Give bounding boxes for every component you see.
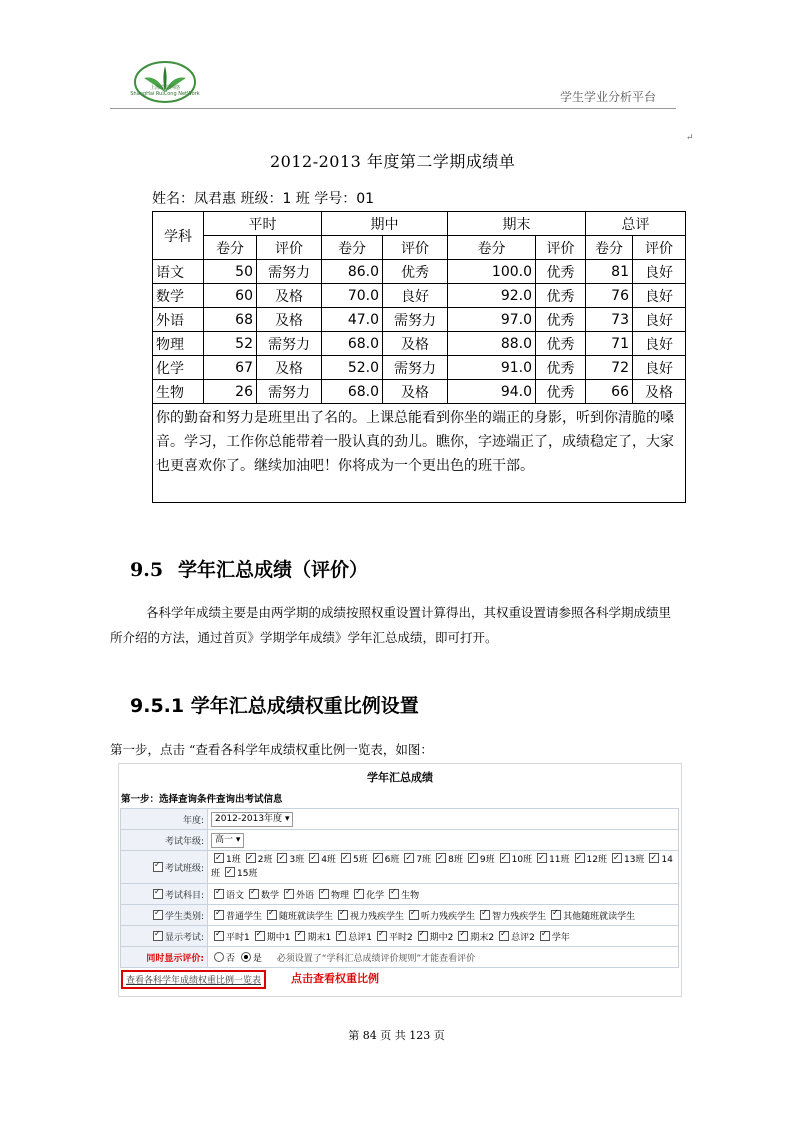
class-option-label: 13班 [623, 855, 645, 865]
subject-option-label: 语文 [226, 890, 245, 901]
score-cell: 需努力 [383, 308, 448, 332]
teacher-comment: 你的勤奋和努力是班里出了名的。上课总能看到你坐的端正的身影，听到你清脆的嗓音。学习，工作你总能带着一股认真的劲儿。瞧你，字迹端正了，成绩稳定了，大家也更喜欢你了。继续加油吧！你将成为一个更出色的班干部。 [153, 404, 686, 503]
exam-option-label: 总评1 [348, 932, 372, 943]
subject-option-checkbox[interactable] [284, 889, 294, 899]
score-cell: 81 [586, 260, 633, 284]
table-header-row [153, 212, 686, 236]
score-cell: 76 [586, 284, 633, 308]
score-cell: 及格 [257, 308, 322, 332]
table-body [153, 260, 686, 404]
exam-option-checkbox[interactable] [458, 931, 468, 941]
eval-yes-label: 是 [252, 953, 262, 964]
class-option-label: 9班 [479, 855, 495, 865]
score-cell: 良好 [633, 332, 686, 356]
weights-hint-annotation: 点击查看权重比例 [291, 972, 379, 985]
subject-option-checkbox[interactable] [389, 889, 399, 899]
score-cell: 50 [204, 260, 257, 284]
subject-option-label: 化学 [366, 890, 385, 901]
subheader-cell: 卷分 [586, 236, 633, 260]
score-cell: 60 [204, 284, 257, 308]
student-type-option-checkbox[interactable] [551, 910, 561, 920]
section-heading-9-5-1: 9.5.1 学年汇总成绩权重比例设置 [130, 695, 419, 717]
subject-option-checkbox[interactable] [249, 889, 259, 899]
score-cell: 优秀 [536, 284, 586, 308]
subject-option-label: 外语 [296, 890, 315, 901]
header-usual: 平时 [204, 212, 322, 236]
score-cell: 72 [586, 356, 633, 380]
class-option-checkbox[interactable] [537, 853, 547, 863]
eval-note: 必须设置了“学科汇总成绩评价规则”才能查看评价 [276, 953, 476, 964]
form-title: 学年汇总成绩 [367, 771, 433, 784]
score-cell: 47.0 [322, 308, 383, 332]
subject-options [208, 884, 679, 905]
section-number: 9.5 [130, 559, 164, 581]
student-type-label: 学生类别: [164, 911, 204, 922]
chevron-down-icon: ▾ [235, 834, 241, 845]
subheader-cell: 卷分 [448, 236, 536, 260]
score-cell: 及格 [383, 332, 448, 356]
exam-option-label: 期中2 [429, 932, 454, 943]
score-cell: 及格 [383, 380, 448, 404]
subject-cell: 外语 [153, 308, 204, 332]
score-cell: 需努力 [383, 356, 448, 380]
score-cell: 优秀 [536, 260, 586, 284]
class-label: 考试班级: [164, 863, 204, 874]
student-type-option-label: 普通学生 [226, 911, 263, 922]
score-cell: 97.0 [448, 308, 536, 332]
report-card-title: 2012-2013 年度第二学期成绩单 [270, 152, 516, 171]
form-row-show-eval [121, 947, 679, 968]
show-eval-cell [208, 947, 679, 968]
score-cell: 68.0 [322, 380, 383, 404]
class-option-label: 15班 [237, 869, 258, 879]
subject-cell: 化学 [153, 356, 204, 380]
student-type-option-label: 随班就读学生 [279, 911, 334, 922]
score-cell: 52 [204, 332, 257, 356]
score-cell: 73 [586, 308, 633, 332]
exam-option-label: 学年 [551, 932, 570, 943]
subheader-cell: 卷分 [204, 236, 257, 260]
subheader-cell: 卷分 [322, 236, 383, 260]
exam-option-label: 平时1 [226, 932, 250, 943]
query-form [120, 808, 679, 968]
form-step-title: 第一步：选择查询条件查询出考试信息 [121, 794, 283, 805]
year-select[interactable] [211, 812, 293, 827]
subheader-cell: 评价 [383, 236, 448, 260]
class-option-checkbox[interactable] [277, 853, 287, 863]
score-cell: 92.0 [448, 284, 536, 308]
exam-all-checkbox[interactable] [153, 931, 163, 941]
class-options [208, 851, 679, 884]
class-option-checkbox[interactable] [214, 853, 224, 863]
class-option-checkbox[interactable] [225, 867, 235, 877]
score-cell: 良好 [633, 260, 686, 284]
logo-text-en: ShangHai RuiCong NetWork [130, 91, 200, 97]
score-cell: 优秀 [383, 260, 448, 284]
class-option-checkbox[interactable] [468, 853, 478, 863]
company-logo [130, 58, 200, 104]
subject-cell: 生物 [153, 380, 204, 404]
grade-select[interactable] [211, 833, 244, 848]
score-cell: 88.0 [448, 332, 536, 356]
class-option-checkbox[interactable] [404, 853, 414, 863]
eval-no-label: 否 [226, 953, 236, 964]
score-cell: 优秀 [536, 380, 586, 404]
score-cell: 良好 [633, 308, 686, 332]
score-cell: 需努力 [257, 332, 322, 356]
class-option-label: 10班 [511, 855, 533, 865]
score-cell: 需努力 [257, 260, 322, 284]
student-type-option-label: 视力残疾学生 [350, 911, 405, 922]
exam-option-label: 期末1 [307, 932, 332, 943]
score-cell: 及格 [257, 284, 322, 308]
class-option-checkbox[interactable] [341, 853, 351, 863]
header-title: 学生学业分析平台 [560, 90, 657, 104]
subheader-cell: 评价 [633, 236, 686, 260]
score-cell: 良好 [383, 284, 448, 308]
section-title: 学年汇总成绩（评价） [178, 559, 369, 581]
form-row-grade [121, 830, 679, 851]
class-all-checkbox[interactable] [153, 862, 163, 872]
score-cell: 71 [586, 332, 633, 356]
subject-option-checkbox[interactable] [354, 889, 364, 899]
student-type-option-label: 智力残疾学生 [492, 911, 547, 922]
grade-cell [208, 830, 679, 851]
score-cell: 需努力 [257, 380, 322, 404]
table-row [153, 380, 686, 404]
class-option-label: 2班 [257, 855, 273, 865]
logo-text-cn: 上海瑞聪网络 [149, 85, 180, 91]
chevron-down-icon: ▾ [284, 813, 290, 824]
student-type-label-cell [121, 905, 208, 926]
header-midterm: 期中 [322, 212, 448, 236]
class-option-checkbox[interactable] [575, 853, 585, 863]
section-paragraph: 各科学年成绩主要是由两学期的成绩按照权重设置计算得出，其权重设置请参照各科学期成绩里所介绍的方法，通过首页》学期学年成绩》学年汇总成绩，即可打开。 [110, 605, 672, 645]
class-option-label: 11班 [549, 855, 570, 865]
class-option-checkbox[interactable] [649, 853, 659, 863]
exam-option-checkbox[interactable] [540, 931, 550, 941]
subheader-cell: 评价 [257, 236, 322, 260]
score-cell: 优秀 [536, 308, 586, 332]
eval-no-radio[interactable] [214, 952, 224, 962]
report-card-table [152, 211, 686, 503]
class-option-checkbox[interactable] [436, 853, 446, 863]
score-cell: 及格 [257, 356, 322, 380]
table-row [153, 260, 686, 284]
form-row-exam [121, 926, 679, 947]
subheader-cell: 评价 [536, 236, 586, 260]
class-option-label: 6班 [384, 855, 400, 865]
student-type-option-label: 听力残疾学生 [421, 911, 476, 922]
score-cell: 26 [204, 380, 257, 404]
embedded-form-screenshot [118, 763, 682, 997]
exam-option-label: 总评2 [511, 932, 535, 943]
student-type-option-checkbox[interactable] [214, 910, 224, 920]
exam-option-checkbox[interactable] [295, 931, 305, 941]
grade-select-value: 高一 [215, 834, 234, 845]
student-info: 姓名：凤君惠 班级：1 班 学号：01 [152, 191, 375, 207]
exam-options [208, 926, 679, 947]
class-label-cell [121, 851, 208, 884]
class-option-label: 4班 [321, 855, 336, 865]
student-type-option-checkbox[interactable] [480, 910, 490, 920]
form-row-year [121, 809, 679, 830]
header-overall: 总评 [586, 212, 686, 236]
table-row [153, 356, 686, 380]
class-option-checkbox[interactable] [246, 853, 256, 863]
score-cell: 良好 [633, 284, 686, 308]
score-cell: 67 [204, 356, 257, 380]
header-final: 期末 [448, 212, 586, 236]
view-weights-link[interactable]: 查看各科学年成绩权重比例一览表 [121, 970, 266, 989]
subject-label-cell [121, 884, 208, 905]
student-type-option-checkbox[interactable] [338, 910, 348, 920]
subject-option-label: 数学 [261, 890, 280, 901]
class-option-checkbox[interactable] [309, 853, 319, 863]
student-type-option-label: 其他随班就读学生 [563, 911, 636, 922]
year-cell [208, 809, 679, 830]
header-divider [110, 108, 676, 109]
score-cell: 100.0 [448, 260, 536, 284]
score-cell: 94.0 [448, 380, 536, 404]
section-heading-9-5 [130, 555, 368, 582]
student-type-option-checkbox[interactable] [267, 910, 277, 920]
exam-option-label: 平时2 [388, 932, 413, 943]
class-option-checkbox[interactable] [500, 853, 510, 863]
table-row [153, 332, 686, 356]
exam-label: 显示考试: [164, 932, 204, 943]
paragraph-mark: ↵ [686, 133, 694, 143]
score-cell: 68.0 [322, 332, 383, 356]
subject-option-label: 生物 [401, 890, 420, 901]
exam-option-checkbox[interactable] [377, 931, 387, 941]
class-option-label: 12班 [586, 855, 607, 865]
class-option-checkbox[interactable] [373, 853, 383, 863]
grade-label: 考试年级: [121, 830, 208, 851]
score-cell: 及格 [633, 380, 686, 404]
class-option-label: 8班 [448, 855, 463, 865]
exam-option-checkbox[interactable] [214, 931, 224, 941]
score-cell: 良好 [633, 356, 686, 380]
year-label: 年度: [121, 809, 208, 830]
exam-option-checkbox[interactable] [255, 931, 265, 941]
exam-option-checkbox[interactable] [499, 931, 509, 941]
table-subheader-row [153, 236, 686, 260]
score-cell: 68 [204, 308, 257, 332]
score-cell: 52.0 [322, 356, 383, 380]
subject-option-checkbox[interactable] [214, 889, 224, 899]
exam-option-label: 期中1 [266, 932, 291, 943]
class-option-label: 1班 [226, 855, 241, 865]
exam-option-checkbox[interactable] [418, 931, 428, 941]
class-option-checkbox[interactable] [612, 853, 622, 863]
form-row-student-type [121, 905, 679, 926]
subject-all-checkbox[interactable] [153, 889, 163, 899]
subject-cell: 语文 [153, 260, 204, 284]
form-row-subject [121, 884, 679, 905]
class-option-label: 3班 [289, 855, 305, 865]
subject-cell: 物理 [153, 332, 204, 356]
class-option-label: 7班 [416, 855, 432, 865]
score-cell: 86.0 [322, 260, 383, 284]
student-type-options [208, 905, 679, 926]
comment-row [153, 404, 686, 503]
exam-label-cell [121, 926, 208, 947]
student-type-option-checkbox[interactable] [409, 910, 419, 920]
subject-option-checkbox[interactable] [319, 889, 329, 899]
form-row-class [121, 851, 679, 884]
logo-text [120, 85, 210, 97]
class-option-label: 14班 [211, 855, 673, 879]
table-row [153, 284, 686, 308]
subject-label: 考试科目: [164, 890, 204, 901]
exam-option-checkbox[interactable] [336, 931, 346, 941]
score-cell: 91.0 [448, 356, 536, 380]
page-footer: 第 84 页 共 123 页 [348, 1029, 445, 1042]
score-cell: 66 [586, 380, 633, 404]
score-cell: 优秀 [536, 332, 586, 356]
student-type-all-checkbox[interactable] [153, 910, 163, 920]
subject-cell: 数学 [153, 284, 204, 308]
show-eval-label: 同时显示评价: [121, 947, 208, 968]
year-select-value: 2012-2013年度 [215, 813, 283, 824]
step-one-text: 第一步，点击 “查看各科学年成绩权重比例一览表，如图： [110, 742, 433, 757]
class-option-label: 5班 [352, 855, 368, 865]
header-subject: 学科 [153, 212, 204, 260]
score-cell: 70.0 [322, 284, 383, 308]
subject-option-label: 物理 [331, 890, 350, 901]
table-row [153, 308, 686, 332]
exam-option-label: 期末2 [470, 932, 495, 943]
score-cell: 优秀 [536, 356, 586, 380]
eval-yes-radio[interactable] [241, 952, 251, 962]
